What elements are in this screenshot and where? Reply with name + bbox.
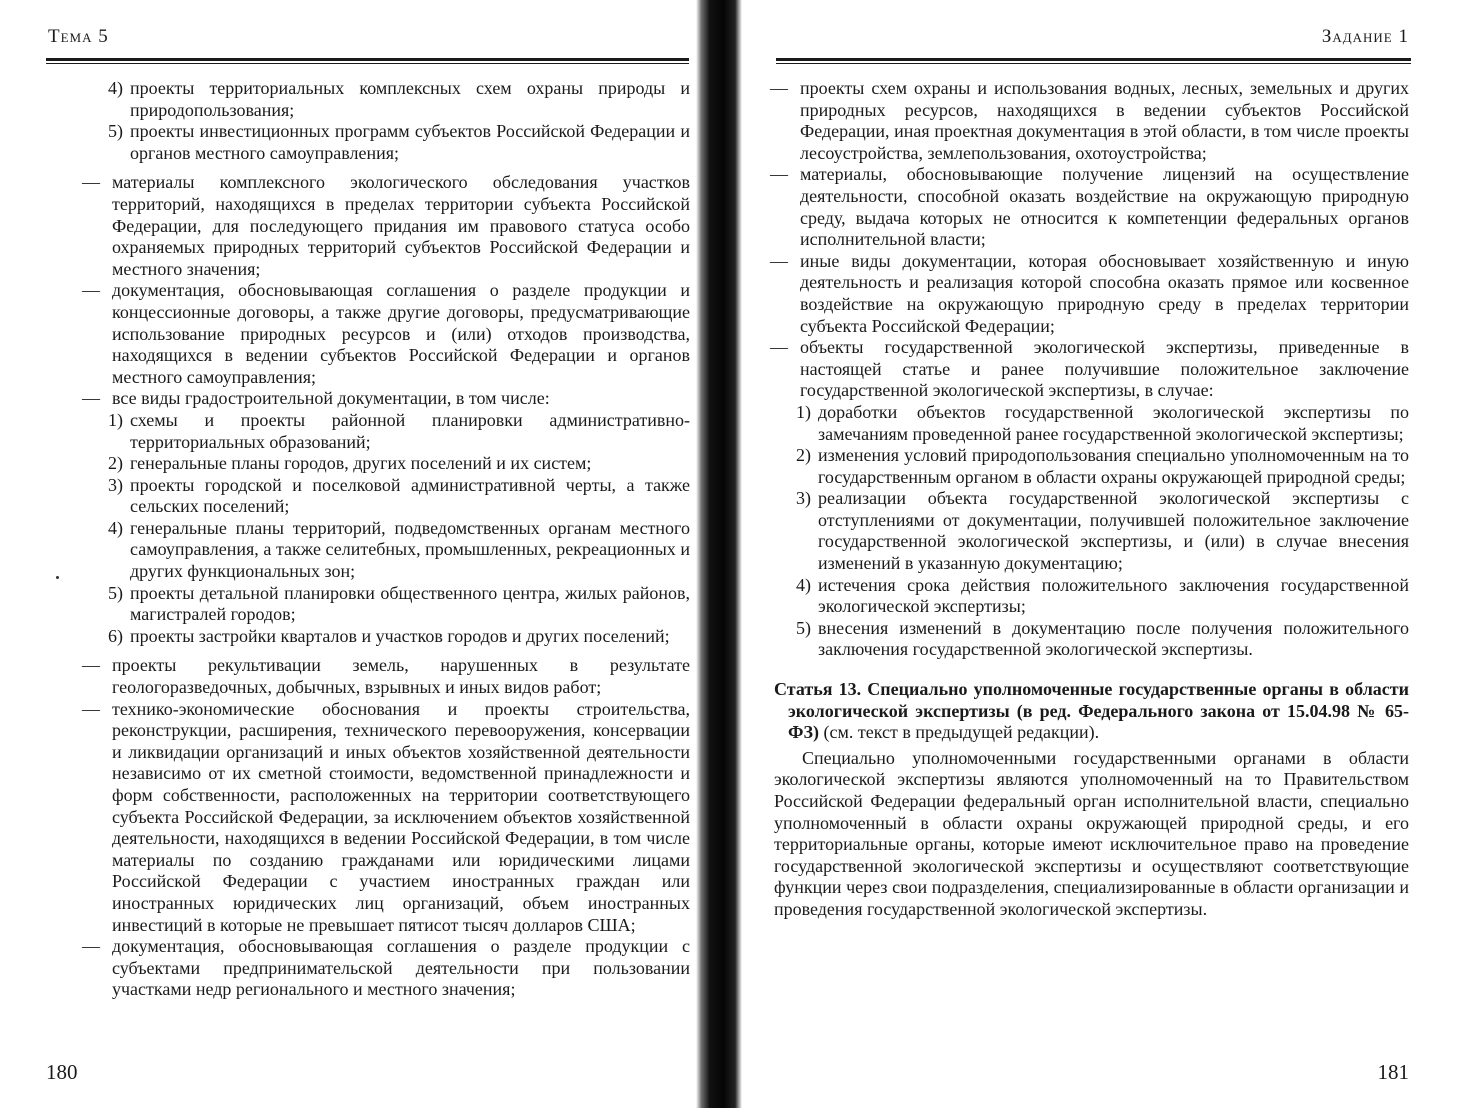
list-number: 4) — [796, 574, 811, 595]
numbered-list-item — [774, 618, 1409, 661]
book-binding-shadow — [696, 0, 742, 1108]
numbered-list-item — [774, 445, 1409, 488]
list-item-text: проекты инвестиционных программ субъектов Российской Федерации и органов местного самоуправления; — [130, 121, 690, 163]
numbered-list-item — [774, 488, 1409, 574]
list-item-text: внесения изменений в документацию после получения положительного заключения государственной экологической экспертизы. — [818, 617, 1409, 660]
numbered-list-item — [86, 518, 690, 583]
dash-list-item: — материалы, обосновывающие получение лицензий на осуществление деятельности, способной оказать воздействие на окружающую природную среду, выдача которых не относится к компетенции федеральных органов исполнительной власти; — [774, 164, 1409, 250]
list-item-text: доработки объектов государственной экологической экспертизы по замечаниям проведенной ранее государственной экологической экспертизы; — [818, 401, 1409, 444]
list-number: 1) — [796, 401, 811, 422]
right-header-rule — [776, 58, 1411, 61]
numbered-list-item — [86, 475, 690, 518]
dash-list-item: — документация, обосновывающая соглашения о разделе продукции и концессионные договоры, а также другие договоры, предусматривающие использование природных ресурсов и (или) отходов производства, находящихся в ведении субъектов Российской Федерации и органов местного самоуправления; — [86, 280, 690, 388]
list-item-text: истечения срока действия положительного заключения государственной экологической экспертизы; — [818, 574, 1409, 617]
list-number: 3) — [108, 474, 123, 495]
list-item-text: схемы и проекты районной планировки административно-территориальных образований; — [130, 409, 690, 452]
dash-list-item: — иные виды документации, которая обосновывает хозяйственную и иную деятельность и реализация которой способна оказать прямое или косвенное воздействие на окружающую природную среду в пределах территории субъекта Российской Федерации; — [774, 251, 1409, 337]
left-page-number: 180 — [46, 1060, 78, 1084]
numbered-list-item — [86, 121, 690, 164]
list-number: 6) — [108, 625, 123, 646]
numbered-list-item — [86, 583, 690, 626]
list-number: 2) — [796, 445, 811, 466]
article-heading — [774, 679, 1409, 744]
left-page — [0, 0, 705, 1108]
numbered-list-item — [774, 402, 1409, 445]
list-item-text: проекты детальной планировки общественного центра, жилых районов, магистралей городов; — [130, 582, 690, 625]
right-page-body — [774, 78, 1409, 921]
right-running-header: Задание 1 — [1321, 26, 1409, 47]
list-number: 3) — [796, 488, 811, 509]
list-number: 4) — [108, 517, 123, 538]
left-running-header: Тема 5 — [48, 26, 109, 47]
list-item-text: генеральные планы территорий, подведомственных органам местного самоуправления, а также селитебных, промышленных, рекреационных и других функциональных зон; — [130, 517, 690, 582]
dash-list-item: — материалы комплексного экологического обследования участков территорий, находящихся в пределах территории субъекта Российской Федерации, для последующего придания им правового статуса особо охраняемых природных территорий субъектов Российской Федерации и местного значения; — [86, 172, 690, 280]
numbered-list-item — [86, 410, 690, 453]
right-list — [774, 78, 1409, 661]
numbered-list-item — [86, 78, 690, 121]
list-item-text: реализации объекта государственной экологической экспертизы с отступлениями от документации, получившей положительное заключение государственной экологической экспертизы, и (или) в случае внесения изменений в указанную документацию; — [818, 488, 1409, 574]
numbered-list-item — [86, 626, 690, 648]
list-number: 2) — [108, 453, 123, 474]
dash-list-item: — проекты схем охраны и использования водных, лесных, земельных и других природных ресурсов, находящихся в ведении субъектов Российской Федерации, иная проектная документация в этой области, в том числе проекты лесоустройства, землепользования, охотоустройства; — [774, 78, 1409, 164]
article-heading-note: (см. текст в предыдущей редакции). — [818, 722, 1100, 743]
list-item-text: генеральные планы городов, других поселений и их систем; — [130, 453, 592, 474]
dash-list-item: — объекты государственной экологической экспертизы, приведенные в настоящей статье и ранее получившие положительное заключение государственной экологической экспертизы, в случае: — [774, 337, 1409, 402]
list-item-text: проекты городской и поселковой административной черты, а также сельских поселений; — [130, 474, 690, 517]
list-number: 5) — [796, 617, 811, 638]
list-item-text: проекты территориальных комплексных схем охраны природы и природопользования; — [130, 78, 690, 120]
dash-list-item: — технико-экономические обоснования и проекты строительства, реконструкции, расширения, технического перевооружения, консервации и ликвидации организаций и иных объектов хозяйственной деятельности независимо от их сметной стоимости, ведомственной принадлежности и форм собственности, расположенных на территории соответствующего субъекта Российской Федерации, за исключением объектов хозяйственной деятельности, находящихся в ведении Российской Федерации, в том числе материалы по созданию гражданами или юридическими лицами Российской Федерации с участием иностранных граждан или иностранных юридических лиц организаций, объем иностранных инвестиций в которые не превышает пятисот тысяч долларов США; — [86, 699, 690, 937]
dash-list-item: — все виды градостроительной документации, в том числе: — [86, 388, 690, 410]
numbered-list-item — [86, 453, 690, 475]
dash-list-item: — проекты рекультивации земель, нарушенных в результате геологоразведочных, добычных, взрывных и иных видов работ; — [86, 655, 690, 698]
list-number: 5) — [108, 121, 123, 142]
list-item-text: проекты застройки кварталов и участков городов и других поселений; — [130, 625, 670, 646]
scan-speck — [56, 576, 59, 579]
article-paragraph: Специально уполномоченными государственными органами в области экологической экспертизы являются уполномоченный на то Правительством Российской Федерации федеральный орган исполнительной власти, специально уполномоченный в области охраны окружающей природной среды, и его территориальные органы, которые имеют исключительное право на проведение государственной экологической экспертизы и осуществляют соответствующие функции через свои подразделения, специализированные в области организации и проведения государственной экологической экспертизы. — [774, 747, 1409, 919]
numbered-list-item — [774, 575, 1409, 618]
right-page — [740, 0, 1459, 1108]
list-item-text: изменения условий природопользования специально уполномоченным на то государственным органом в области охраны окружающей природной среды; — [818, 445, 1409, 487]
dash-list-item: — документация, обосновывающая соглашения о разделе продукции с субъектами предпринимательской деятельности при пользовании участками недр регионального и местного значения; — [86, 936, 690, 1001]
list-number: 4) — [108, 78, 123, 98]
article-heading-bold: Статья 13. Специально уполномоченные государственные органы в области экологической экспертизы (в ред. Федерального закона от 15.04.98 № 65-ФЗ) — [774, 679, 1409, 743]
left-header-rule — [46, 58, 689, 61]
list-number: 5) — [108, 582, 123, 603]
right-page-number: 181 — [1377, 1060, 1409, 1084]
list-number: 1) — [108, 409, 123, 430]
left-page-body — [86, 78, 690, 1001]
